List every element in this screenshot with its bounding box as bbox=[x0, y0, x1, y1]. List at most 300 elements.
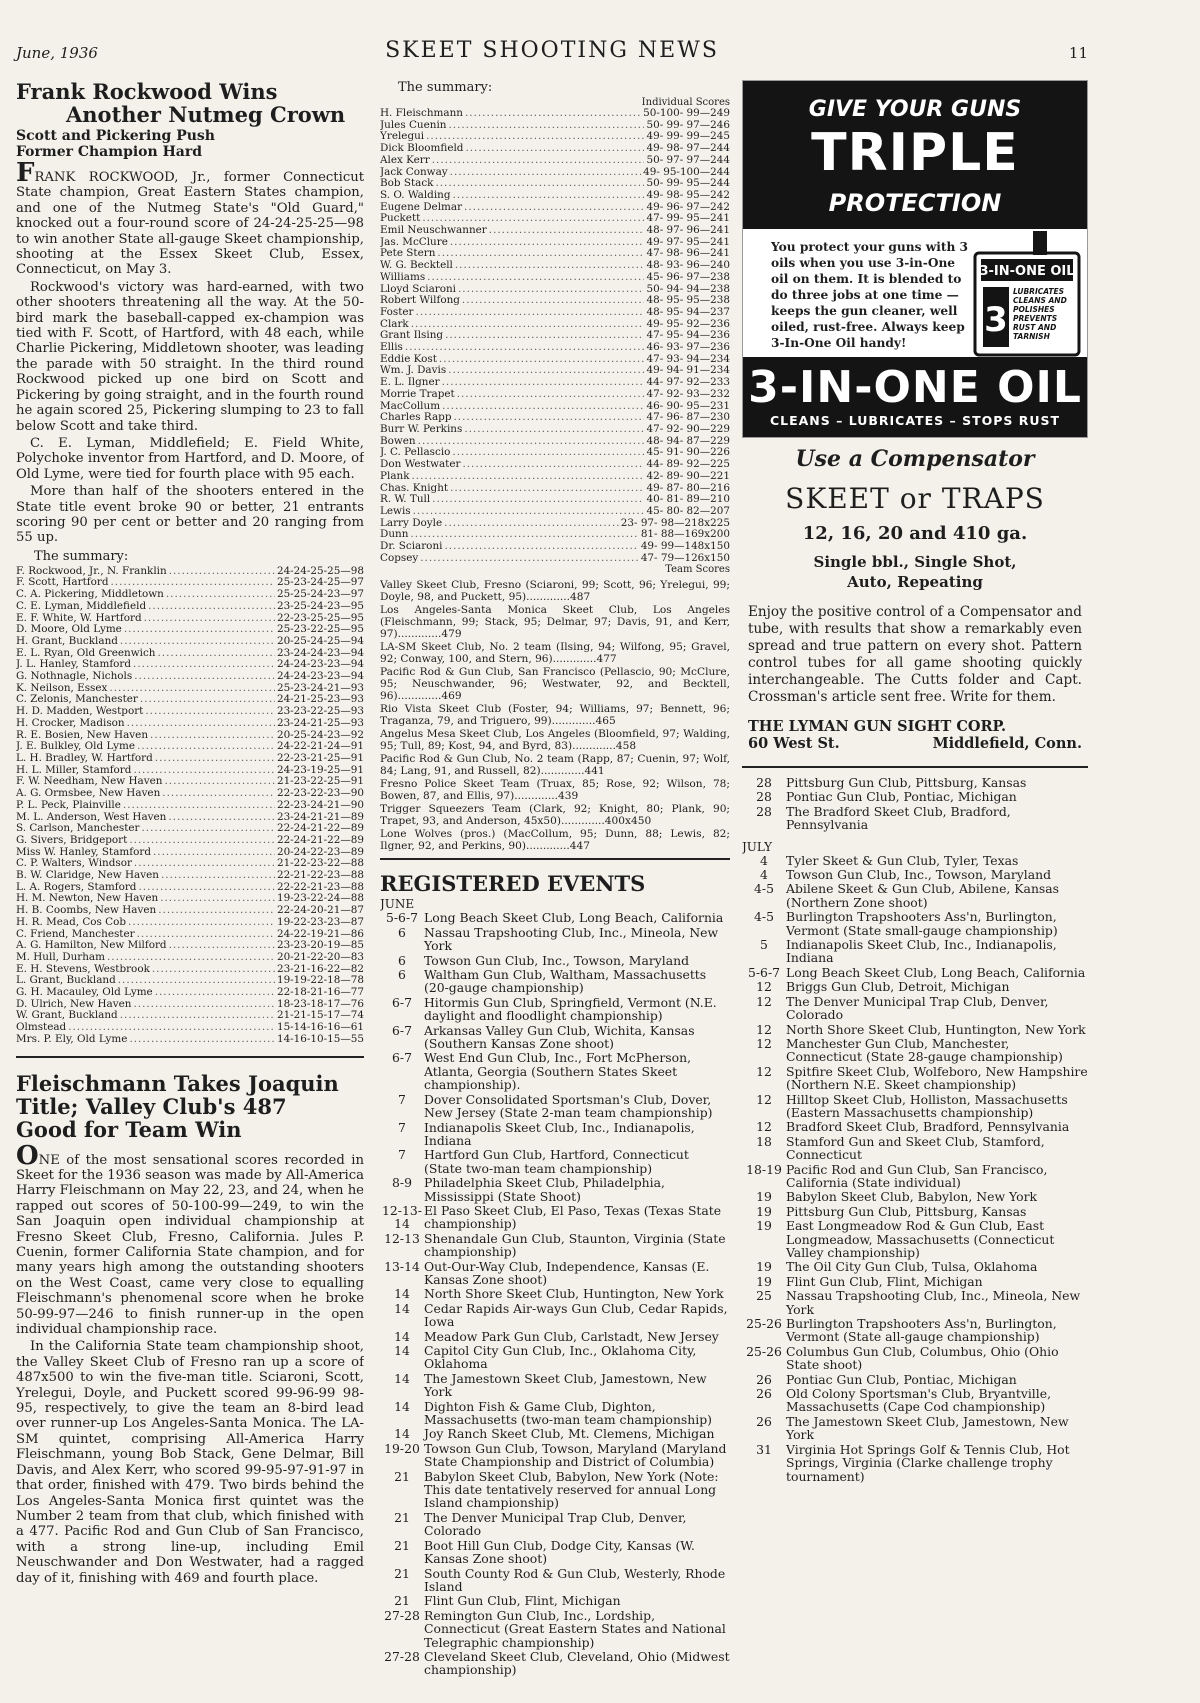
event-date: 12 bbox=[756, 1063, 772, 1079]
event-date: 12-13-14 bbox=[382, 1202, 422, 1232]
leader-dots bbox=[142, 823, 275, 835]
shooter-score: 19-23-22-24—88 bbox=[276, 892, 364, 905]
event-item bbox=[742, 776, 1088, 789]
shooter-name: Clark bbox=[380, 317, 409, 330]
leader-dots bbox=[448, 120, 644, 132]
headline-line: Frank Rockwood Wins bbox=[16, 80, 278, 104]
leader-dots bbox=[445, 330, 644, 342]
leader-dots bbox=[133, 659, 275, 671]
event-item bbox=[742, 1037, 1088, 1064]
summary-label: The summary: bbox=[34, 548, 129, 564]
event-text: Stamford Gun and Skeet Club, Stamford, Connecticut bbox=[786, 1133, 1045, 1163]
event-text: Towson Gun Club, Inc., Towson, Maryland bbox=[424, 952, 690, 968]
result-row bbox=[16, 601, 364, 613]
event-text: Abilene Skeet & Gun Club, Abilene, Kansas (Northern Zone shoot) bbox=[786, 881, 1060, 910]
shooter-score: 48- 97- 96—241 bbox=[646, 224, 730, 237]
shooter-score: 44- 97- 92—233 bbox=[646, 376, 730, 389]
event-date: 8-9 bbox=[392, 1175, 412, 1191]
event-text: Burlington Trapshooters Ass'n, Burlington, Vermont (State small-gauge championship) bbox=[786, 909, 1058, 938]
leader-dots bbox=[405, 342, 645, 354]
shooter-score: 46- 93- 97—236 bbox=[646, 341, 730, 354]
shooter-score: 23-24-24-23—94 bbox=[276, 646, 364, 659]
shooter-score: 24-24-23-23—94 bbox=[276, 658, 364, 671]
shooter-name: H. L. Miller, Stamford bbox=[16, 763, 132, 776]
result-row bbox=[380, 389, 730, 401]
paragraph: Rockwood's victory was hard-earned, with two other shooters threatening all the way. At the 50-bird mark the baseball-capped ex-champion was tied with F. Scott, of Hartford, with 48 each, while Charlie Pickering, Middletown shooter, was leading the parade with 50 straight. In the third round Rockwood picked up one bird on Scott and Pickering by going straight, and in the fourth round he again scored 25, Pickering slumping to 23 to fall below Scott and take third. bbox=[16, 279, 364, 434]
shooter-score: 45- 96- 97—238 bbox=[646, 270, 730, 283]
oil-can-icon bbox=[969, 231, 1085, 359]
shooter-score: 50-100- 99—249 bbox=[643, 107, 730, 119]
shooter-score: 22-24-21-22—89 bbox=[276, 822, 364, 835]
event-item bbox=[380, 1344, 730, 1371]
event-date: 12 bbox=[756, 1021, 772, 1037]
shooter-score: 25-23-22-25—95 bbox=[276, 623, 364, 636]
shooter-score: 49- 98- 97—244 bbox=[646, 142, 730, 155]
event-date: 4-5 bbox=[754, 909, 774, 925]
shooter-score: 22-24-20-21—87 bbox=[276, 904, 364, 917]
shooter-name: Bowen bbox=[380, 434, 416, 447]
event-text: Dover Consolidated Sportsman's Club, Dover, New Jersey (State 2-man team championship) bbox=[424, 1091, 713, 1121]
team-score-entry: LA-SM Skeet Club, No. 2 team (Ilsing, 94; Wilfong, 95; Gravel, 92; Conway, 100, and Stern, 96).............477 bbox=[380, 641, 730, 666]
shooter-score: 21-22-23-22—88 bbox=[276, 857, 364, 870]
headline-line: Fleischmann Takes Joaquin bbox=[16, 1070, 339, 1096]
ad-headline-block bbox=[743, 81, 1087, 229]
shooter-score: 20-25-24-25—94 bbox=[276, 634, 364, 647]
event-text: Tyler Skeet & Gun Club, Tyler, Texas bbox=[786, 852, 1019, 868]
leader-dots bbox=[155, 987, 275, 999]
headline-line: Good for Team Win bbox=[16, 1116, 242, 1142]
can-text: LUBRICATES CLEANS AND POLISHES PREVENTS RUST AND TARNISH bbox=[1013, 287, 1067, 341]
shooter-score: 47- 92- 90—229 bbox=[646, 422, 730, 435]
event-text: El Paso Skeet Club, El Paso, Texas (Texas State championship) bbox=[424, 1202, 722, 1232]
event-item bbox=[380, 1594, 730, 1607]
shooter-name: Grant Ilsing bbox=[380, 329, 444, 342]
event-text: Flint Gun Club, Flint, Michigan bbox=[786, 1273, 983, 1289]
shooter-score: 24-24-25-25—98 bbox=[276, 564, 364, 577]
event-date: 14 bbox=[394, 1328, 410, 1344]
event-item bbox=[380, 1427, 730, 1440]
event-date: 6-7 bbox=[392, 994, 412, 1010]
lyman-compensator-ad bbox=[742, 446, 1088, 752]
team-score-entry: Pacific Rod & Gun Club, No. 2 team (Rapp, 87; Cuenin, 97; Wolf, 84; Lang, 91, and Russell, 82).............441 bbox=[380, 753, 730, 778]
result-row bbox=[380, 506, 730, 518]
leader-dots bbox=[107, 952, 275, 964]
shooter-score: 20-25-24-23—92 bbox=[276, 728, 364, 741]
shooter-name: H. Grant, Buckland bbox=[16, 634, 118, 647]
team-score-entry: Los Angeles-Santa Monica Skeet Club, Los Angeles (Fleischmann, 99; Stack, 95; Delmar, 97; Davis, 91, and Kerr, 97).............479 bbox=[380, 604, 730, 641]
shooter-score: 22-21-22-23—88 bbox=[276, 869, 364, 882]
event-date: 5-6-7 bbox=[385, 910, 419, 926]
svg-text:3: 3 bbox=[984, 300, 1008, 340]
event-date: 25-26 bbox=[746, 1316, 782, 1332]
event-date: 28 bbox=[756, 775, 772, 790]
events-july bbox=[742, 854, 1088, 1483]
event-date: 4-5 bbox=[754, 881, 774, 897]
leader-dots bbox=[462, 295, 645, 307]
shooter-score: 24-22-21-24—91 bbox=[276, 740, 364, 753]
event-date: 14 bbox=[394, 1343, 410, 1359]
event-text: Dighton Fish & Game Club, Dighton, Massachusetts (two-man team championship) bbox=[424, 1398, 712, 1428]
shooter-name: D. Ulrich, New Haven bbox=[16, 997, 132, 1010]
leader-dots bbox=[155, 753, 275, 765]
leader-dots bbox=[137, 741, 275, 753]
event-date: 18-19 bbox=[746, 1161, 782, 1177]
event-item bbox=[380, 1232, 730, 1259]
shooter-score: 49- 87- 80—216 bbox=[646, 481, 730, 494]
event-item bbox=[742, 1289, 1088, 1316]
article2-results bbox=[380, 108, 730, 564]
event-text: The Denver Municipal Trap Club, Denver, Colorado bbox=[786, 993, 1049, 1023]
shooter-name: M. L. Anderson, West Haven bbox=[16, 810, 167, 823]
event-text: Towson Gun Club, Towson, Maryland (Maryland State Championship and District of Columbia) bbox=[424, 1440, 727, 1470]
shooter-score: 47- 96- 87—230 bbox=[646, 411, 730, 424]
shooter-score: 23-23-20-19—85 bbox=[276, 939, 364, 952]
event-item bbox=[380, 1400, 730, 1427]
shooter-name: W. G. Becktell bbox=[380, 259, 453, 272]
shooter-score: 24-24-23-23—94 bbox=[276, 670, 364, 683]
ad-body: Enjoy the positive control of a Compensator and tube, with results that show a remarkably even spread and true pattern on every shot. Pattern control tubes for all game shooting quickly interchangeable. The Cutts folder and Capt. Crossman's article sent free. Write for them. bbox=[748, 604, 1082, 705]
leader-dots bbox=[153, 847, 275, 859]
result-row bbox=[16, 1034, 364, 1046]
shooter-name: Yrelegui bbox=[380, 130, 425, 143]
team-score-entry: Pacific Rod & Gun Club, San Francisco (Pellascio, 90; McClure, 95; Neuschwander, 96; Westwater, 92, and Becktell, 96).............469 bbox=[380, 666, 730, 703]
shooter-score: 20-21-22-20—83 bbox=[276, 950, 364, 963]
event-date: 21 bbox=[394, 1537, 410, 1553]
leader-dots bbox=[133, 999, 274, 1011]
shooter-name: Eugene Delmar bbox=[380, 200, 463, 213]
leader-dots bbox=[410, 529, 638, 541]
event-item bbox=[742, 1317, 1088, 1344]
paragraph: C. E. Lyman, Middlefield; E. Field White, Polychoke inventor from Hartford, and D. Moore, of Old Lyme, were tied for fourth place with 95 each. bbox=[16, 435, 364, 482]
event-text: Cleveland Skeet Club, Cleveland, Ohio (Midwest championship) bbox=[424, 1648, 730, 1678]
leader-dots bbox=[435, 178, 644, 190]
registered-events-title: REGISTERED EVENTS bbox=[380, 871, 646, 897]
leader-dots bbox=[411, 319, 645, 331]
shooter-name: W. Grant, Buckland bbox=[16, 1009, 118, 1022]
subhead-line: Former Champion Hard bbox=[16, 144, 203, 160]
ad-types bbox=[742, 552, 1088, 592]
shooter-name: Burr W. Perkins bbox=[380, 422, 463, 435]
event-item bbox=[380, 1260, 730, 1287]
result-row bbox=[16, 800, 364, 812]
event-text: Long Beach Skeet Club, Long Beach, California bbox=[424, 910, 724, 926]
shooter-name: K. Neilson, Essex bbox=[16, 681, 108, 694]
shooter-score: 25-23-24-25—97 bbox=[276, 576, 364, 589]
shooter-name: J. C. Pellascio bbox=[380, 446, 451, 459]
shooter-name: L. Grant, Buckland bbox=[16, 974, 116, 987]
shooter-score: 23-21-16-22—82 bbox=[276, 962, 364, 975]
shooter-score: 22-24-21-22—89 bbox=[276, 833, 364, 846]
shooter-score: 50- 97- 97—244 bbox=[646, 153, 730, 166]
event-text: Nassau Trapshooting Club, Inc., Mineola, New York bbox=[786, 1288, 1081, 1317]
headline-line: Another Nutmeg Crown bbox=[66, 102, 346, 127]
article2-body bbox=[16, 1140, 364, 1586]
shooter-name: C. A. Pickering, Middletown bbox=[16, 588, 164, 601]
shooter-name: Larry Doyle bbox=[380, 516, 443, 529]
article1-results bbox=[16, 566, 364, 1046]
shooter-name: Alex Kerr bbox=[380, 153, 430, 166]
event-item bbox=[742, 966, 1088, 979]
shooter-score: 19-19-22-18—78 bbox=[276, 974, 364, 987]
event-text: Burlington Trapshooters Ass'n, Burlington, Vermont (State all-gauge championship) bbox=[786, 1316, 1057, 1345]
divider bbox=[16, 1056, 364, 1058]
event-item bbox=[380, 968, 730, 995]
shooter-score: 50- 94- 94—238 bbox=[646, 282, 730, 295]
shooter-name: P. L. Peck, Plainville bbox=[16, 798, 121, 811]
event-date: 19 bbox=[756, 1189, 772, 1205]
leader-dots bbox=[169, 940, 275, 952]
shooter-name: Chas. Knight bbox=[380, 481, 449, 494]
shooter-name: G. Nothnagle, Nichols bbox=[16, 670, 133, 683]
leader-dots bbox=[124, 624, 275, 636]
event-text: Pontiac Gun Club, Pontiac, Michigan bbox=[786, 789, 1017, 805]
paragraph: In the California State team championship shoot, the Valley Skeet Club of Fresno ran up a score of 487x500 to win the five-man title. Sciaroni, Scott, Yrelegui, Doyle, and Puckett scored 99-96-99 98-95, respectively, to give the team an 8-bird lead over runner-up Los Angeles-Santa Monica. The LA-SM quintet, comprising All-America Harry Fleischmann, young Bob Stack, Gene Delmar, Bill Davis, and Alex Kerr, who scored 99-95-97-91-97 in that order, finished with 479. Two birds behind the Los Angeles-Santa Monica first quintet was the Number 2 team from that club, which finished with a 477. Pacific Rod and Gun Club of San Francisco, with a strong line-up, including Emil Neuschwander and Don Westwater, had a ragged day of it, finishing with 469 and fourth place. bbox=[16, 1339, 364, 1586]
event-date: 28 bbox=[756, 789, 772, 805]
event-text: Meadow Park Gun Club, Carlstadt, New Jersey bbox=[424, 1328, 719, 1344]
event-item bbox=[742, 854, 1088, 867]
shooter-score: 49- 97- 95—241 bbox=[646, 235, 730, 248]
event-item bbox=[380, 1204, 730, 1231]
event-item bbox=[742, 805, 1088, 832]
shooter-name: E. H. Stevens, Westbrook bbox=[16, 962, 150, 975]
shooter-name: Plank bbox=[380, 469, 410, 482]
event-item bbox=[380, 1650, 730, 1677]
event-item bbox=[742, 1415, 1088, 1442]
leader-dots bbox=[453, 412, 644, 424]
leader-dots bbox=[432, 494, 644, 506]
event-text: Arkansas Valley Gun Club, Wichita, Kansas (Southern Kansas Zone shoot) bbox=[424, 1022, 695, 1052]
leader-dots bbox=[152, 964, 275, 976]
ad-line: PROTECTION bbox=[828, 189, 1002, 217]
event-text: Indianapolis Skeet Club, Inc., Indianapolis, Indiana bbox=[786, 937, 1057, 966]
ad-types-line: Auto, Repeating bbox=[847, 573, 983, 591]
shooter-score: 24-21-25-23—93 bbox=[276, 693, 364, 706]
event-item bbox=[380, 954, 730, 967]
page-number: 11 bbox=[1068, 44, 1088, 62]
event-date: 21 bbox=[394, 1509, 410, 1525]
event-text: Flint Gun Club, Flint, Michigan bbox=[424, 1593, 621, 1609]
leader-dots bbox=[418, 436, 645, 448]
result-row bbox=[16, 636, 364, 648]
three-in-one-oil-ad bbox=[742, 80, 1088, 438]
leader-dots bbox=[489, 225, 645, 237]
leader-dots bbox=[444, 541, 638, 553]
divider bbox=[742, 766, 1088, 768]
event-date: 25-26 bbox=[746, 1343, 782, 1359]
leader-dots bbox=[465, 108, 641, 120]
event-item bbox=[380, 1287, 730, 1300]
shooter-score: 24-22-19-21—86 bbox=[276, 927, 364, 940]
leader-dots bbox=[450, 237, 645, 249]
leader-dots bbox=[150, 730, 275, 742]
event-text: Remington Gun Club, Inc., Lordship, Connecticut (Great Eastern States and National Telegraphic championship) bbox=[424, 1607, 726, 1650]
event-text: The Denver Municipal Trap Club, Denver, Colorado bbox=[424, 1509, 687, 1539]
event-text: Babylon Skeet Club, Babylon, New York (Note: This date tentatively reserved for annual Long Island championship) bbox=[424, 1468, 719, 1511]
shooter-name: D. Moore, Old Lyme bbox=[16, 623, 122, 636]
leader-dots bbox=[164, 776, 274, 788]
event-text: South County Rod & Gun Club, Westerly, Rhode Island bbox=[424, 1565, 726, 1594]
leader-dots bbox=[413, 506, 645, 518]
result-row bbox=[16, 835, 364, 847]
leader-dots bbox=[452, 190, 644, 202]
shooter-name: Puckett bbox=[380, 212, 421, 225]
leader-dots bbox=[458, 284, 644, 296]
column-left bbox=[16, 80, 364, 1690]
event-date: 7 bbox=[398, 1147, 406, 1163]
month-label-june: JUNE bbox=[380, 897, 415, 912]
individual-scores-header: Individual Scores bbox=[641, 97, 730, 108]
team-score-entry: Trigger Squeezers Team (Clark, 92; Knight, 80; Plank, 90; Trapet, 93, and Anderson, 45x50).............400x450 bbox=[380, 803, 730, 828]
event-text: North Shore Skeet Club, Huntington, New York bbox=[424, 1286, 724, 1302]
ad-line: TRIPLE bbox=[811, 123, 1019, 183]
event-item bbox=[742, 1205, 1088, 1218]
leader-dots bbox=[464, 424, 644, 436]
result-row bbox=[380, 272, 730, 284]
event-date: 25 bbox=[756, 1288, 772, 1304]
event-item bbox=[380, 1511, 730, 1538]
event-item bbox=[742, 1023, 1088, 1036]
event-date: 7 bbox=[398, 1091, 406, 1107]
event-item bbox=[742, 1093, 1088, 1120]
ad-line: GIVE YOUR GUNS bbox=[808, 97, 1022, 122]
leader-dots bbox=[444, 518, 619, 530]
shooter-name: L. A. Rogers, Stamford bbox=[16, 880, 137, 893]
shooter-name: S. Carlson, Manchester bbox=[16, 822, 140, 835]
shooter-name: Foster bbox=[380, 305, 414, 318]
event-date: 18 bbox=[756, 1133, 772, 1149]
result-row bbox=[380, 424, 730, 436]
shooter-score: 19-22-23-23—87 bbox=[276, 915, 364, 928]
event-item bbox=[380, 1051, 730, 1091]
leader-dots bbox=[442, 401, 644, 413]
event-date: 4 bbox=[760, 867, 768, 883]
event-item bbox=[742, 1387, 1088, 1414]
shooter-score: 46- 90- 95—231 bbox=[646, 399, 730, 412]
event-item bbox=[742, 868, 1088, 881]
shooter-name: B. W. Claridge, New Haven bbox=[16, 869, 159, 882]
shooter-score: 49- 96- 97—242 bbox=[646, 200, 730, 213]
event-date: 14 bbox=[394, 1370, 410, 1386]
event-date: 14 bbox=[394, 1300, 410, 1316]
result-row bbox=[380, 471, 730, 483]
event-text: Pacific Rod and Gun Club, San Francisco, California (State individual) bbox=[786, 1161, 1048, 1190]
event-text: Pittsburg Gun Club, Pittsburg, Kansas bbox=[786, 1203, 1027, 1219]
company-city: Middlefield, Conn. bbox=[932, 735, 1082, 752]
leader-dots bbox=[129, 1034, 275, 1046]
shooter-name: Olmstead bbox=[16, 1021, 67, 1034]
event-item bbox=[380, 1567, 730, 1594]
event-item bbox=[380, 1024, 730, 1051]
shooter-name: Bob Stack bbox=[380, 177, 434, 190]
result-row bbox=[16, 952, 364, 964]
event-date: 12 bbox=[756, 1091, 772, 1107]
event-text: Philadelphia Skeet Club, Philadelphia, Mississippi (State Shoot) bbox=[424, 1175, 665, 1204]
event-item bbox=[742, 995, 1088, 1022]
event-date: 14 bbox=[394, 1426, 410, 1442]
event-text: Hitormis Gun Club, Springfield, Vermont (N.E. daylight and floodlight championship) bbox=[424, 994, 717, 1024]
event-date: 21 bbox=[394, 1468, 410, 1484]
shooter-name: H. R. Mead, Cos Cob bbox=[16, 915, 127, 928]
shooter-name: E. L. Ilgner bbox=[380, 376, 440, 389]
event-text: Shenandale Gun Club, Staunton, Virginia (State championship) bbox=[424, 1230, 726, 1260]
company-street: 60 West St. bbox=[748, 735, 840, 752]
shooter-score: 47- 95- 94—236 bbox=[646, 329, 730, 342]
event-text: Briggs Gun Club, Detroit, Michigan bbox=[786, 979, 1010, 995]
shooter-name: Dunn bbox=[380, 528, 409, 541]
leader-dots bbox=[416, 307, 645, 319]
leader-dots bbox=[452, 447, 644, 459]
shooter-score: 23- 97- 98—218x225 bbox=[620, 516, 730, 529]
shooter-score: 25-25-24-23—97 bbox=[276, 588, 364, 601]
team-score-entry: Lone Wolves (pros.) (MacCollum, 95; Dunn, 88; Lewis, 82; Ilgner, 92, and Perkins, 90).............447 bbox=[380, 828, 730, 853]
event-text: Bradford Skeet Club, Bradford, Pennsylvania bbox=[786, 1119, 1070, 1135]
shooter-name: Jules Cuenin bbox=[380, 118, 447, 131]
event-item bbox=[380, 1539, 730, 1566]
shooter-score: 21-23-22-25—91 bbox=[276, 775, 364, 788]
event-item bbox=[742, 1135, 1088, 1162]
event-item bbox=[742, 882, 1088, 909]
shooter-name: F. Scott, Hartford bbox=[16, 576, 109, 589]
leader-dots bbox=[138, 882, 274, 894]
shooter-score: 81- 88—169x200 bbox=[640, 528, 730, 541]
publication-title: SKEET SHOOTING NEWS bbox=[385, 38, 719, 63]
shooter-score: 25-23-24-21—93 bbox=[276, 681, 364, 694]
shooter-name: F. Rockwood, Jr., N. Franklin bbox=[16, 564, 167, 577]
event-date: 14 bbox=[394, 1286, 410, 1302]
page-header bbox=[16, 38, 1088, 68]
leader-dots bbox=[140, 694, 275, 706]
shooter-score: 21-21-15-17—74 bbox=[276, 1009, 364, 1022]
shooter-score: 48- 95- 95—238 bbox=[646, 294, 730, 307]
shooter-score: 48- 93- 96—240 bbox=[646, 259, 730, 272]
result-row bbox=[380, 108, 730, 120]
shooter-name: R. E. Bosien, New Haven bbox=[16, 728, 149, 741]
event-date: 19 bbox=[756, 1259, 772, 1275]
event-item bbox=[380, 1148, 730, 1175]
leader-dots bbox=[129, 835, 275, 847]
shooter-score: 22-18-21-16—77 bbox=[276, 986, 364, 999]
shooter-name: Mrs. P. Ely, Old Lyme bbox=[16, 1032, 128, 1045]
shooter-name: Jack Conway bbox=[380, 165, 448, 178]
shooter-score: 22-22-21-23—88 bbox=[276, 880, 364, 893]
shooter-name: G. H. Macauley, Old Lyme bbox=[16, 986, 153, 999]
shooter-score: 24-23-19-25—91 bbox=[276, 763, 364, 776]
event-item bbox=[742, 980, 1088, 993]
result-row bbox=[16, 917, 364, 929]
leader-dots bbox=[437, 248, 644, 260]
event-date: 21 bbox=[394, 1565, 410, 1581]
event-item bbox=[380, 1121, 730, 1148]
event-text: Cedar Rapids Air-ways Gun Club, Cedar Rapids, Iowa bbox=[424, 1300, 728, 1330]
shooter-name: J. L. Hanley, Stamford bbox=[16, 658, 132, 671]
shooter-name: H. B. Coombs, New Haven bbox=[16, 904, 157, 917]
event-date: 6-7 bbox=[392, 1050, 412, 1066]
leader-dots bbox=[128, 917, 275, 929]
paragraph: FRANK ROCKWOOD, Jr., former Connecticut State champion, Great Eastern States champion, and one of the Nutmeg State's "Old Guard," knocked out a four-round score of 24-24-25-25—98 to win another State all-gauge Skeet championship, shooting at the Essex Skeet Club, Essex, Connecticut, on May 3. bbox=[16, 158, 364, 278]
leader-dots bbox=[160, 893, 275, 905]
leader-dots bbox=[158, 905, 275, 917]
shooter-score: 22-23-25-25—95 bbox=[276, 611, 364, 624]
team-score-entry: Angelus Mesa Skeet Club, Los Angeles (Bloomfield, 97; Walding, 95; Tull, 89; Kost, 94, and Byrd, 83).............458 bbox=[380, 728, 730, 753]
shooter-name: R. W. Tull bbox=[380, 493, 431, 506]
summary-label: The summary: bbox=[398, 80, 493, 95]
shooter-score: 48- 94- 87—229 bbox=[646, 434, 730, 447]
shooter-name: Miss W. Hanley, Stamford bbox=[16, 845, 151, 858]
shooter-name: Dick Bloomfield bbox=[380, 142, 464, 155]
shooter-name: C. E. Lyman, Middlefield bbox=[16, 599, 147, 612]
shooter-name: H. M. Newton, New Haven bbox=[16, 892, 159, 905]
leader-dots bbox=[169, 566, 275, 578]
